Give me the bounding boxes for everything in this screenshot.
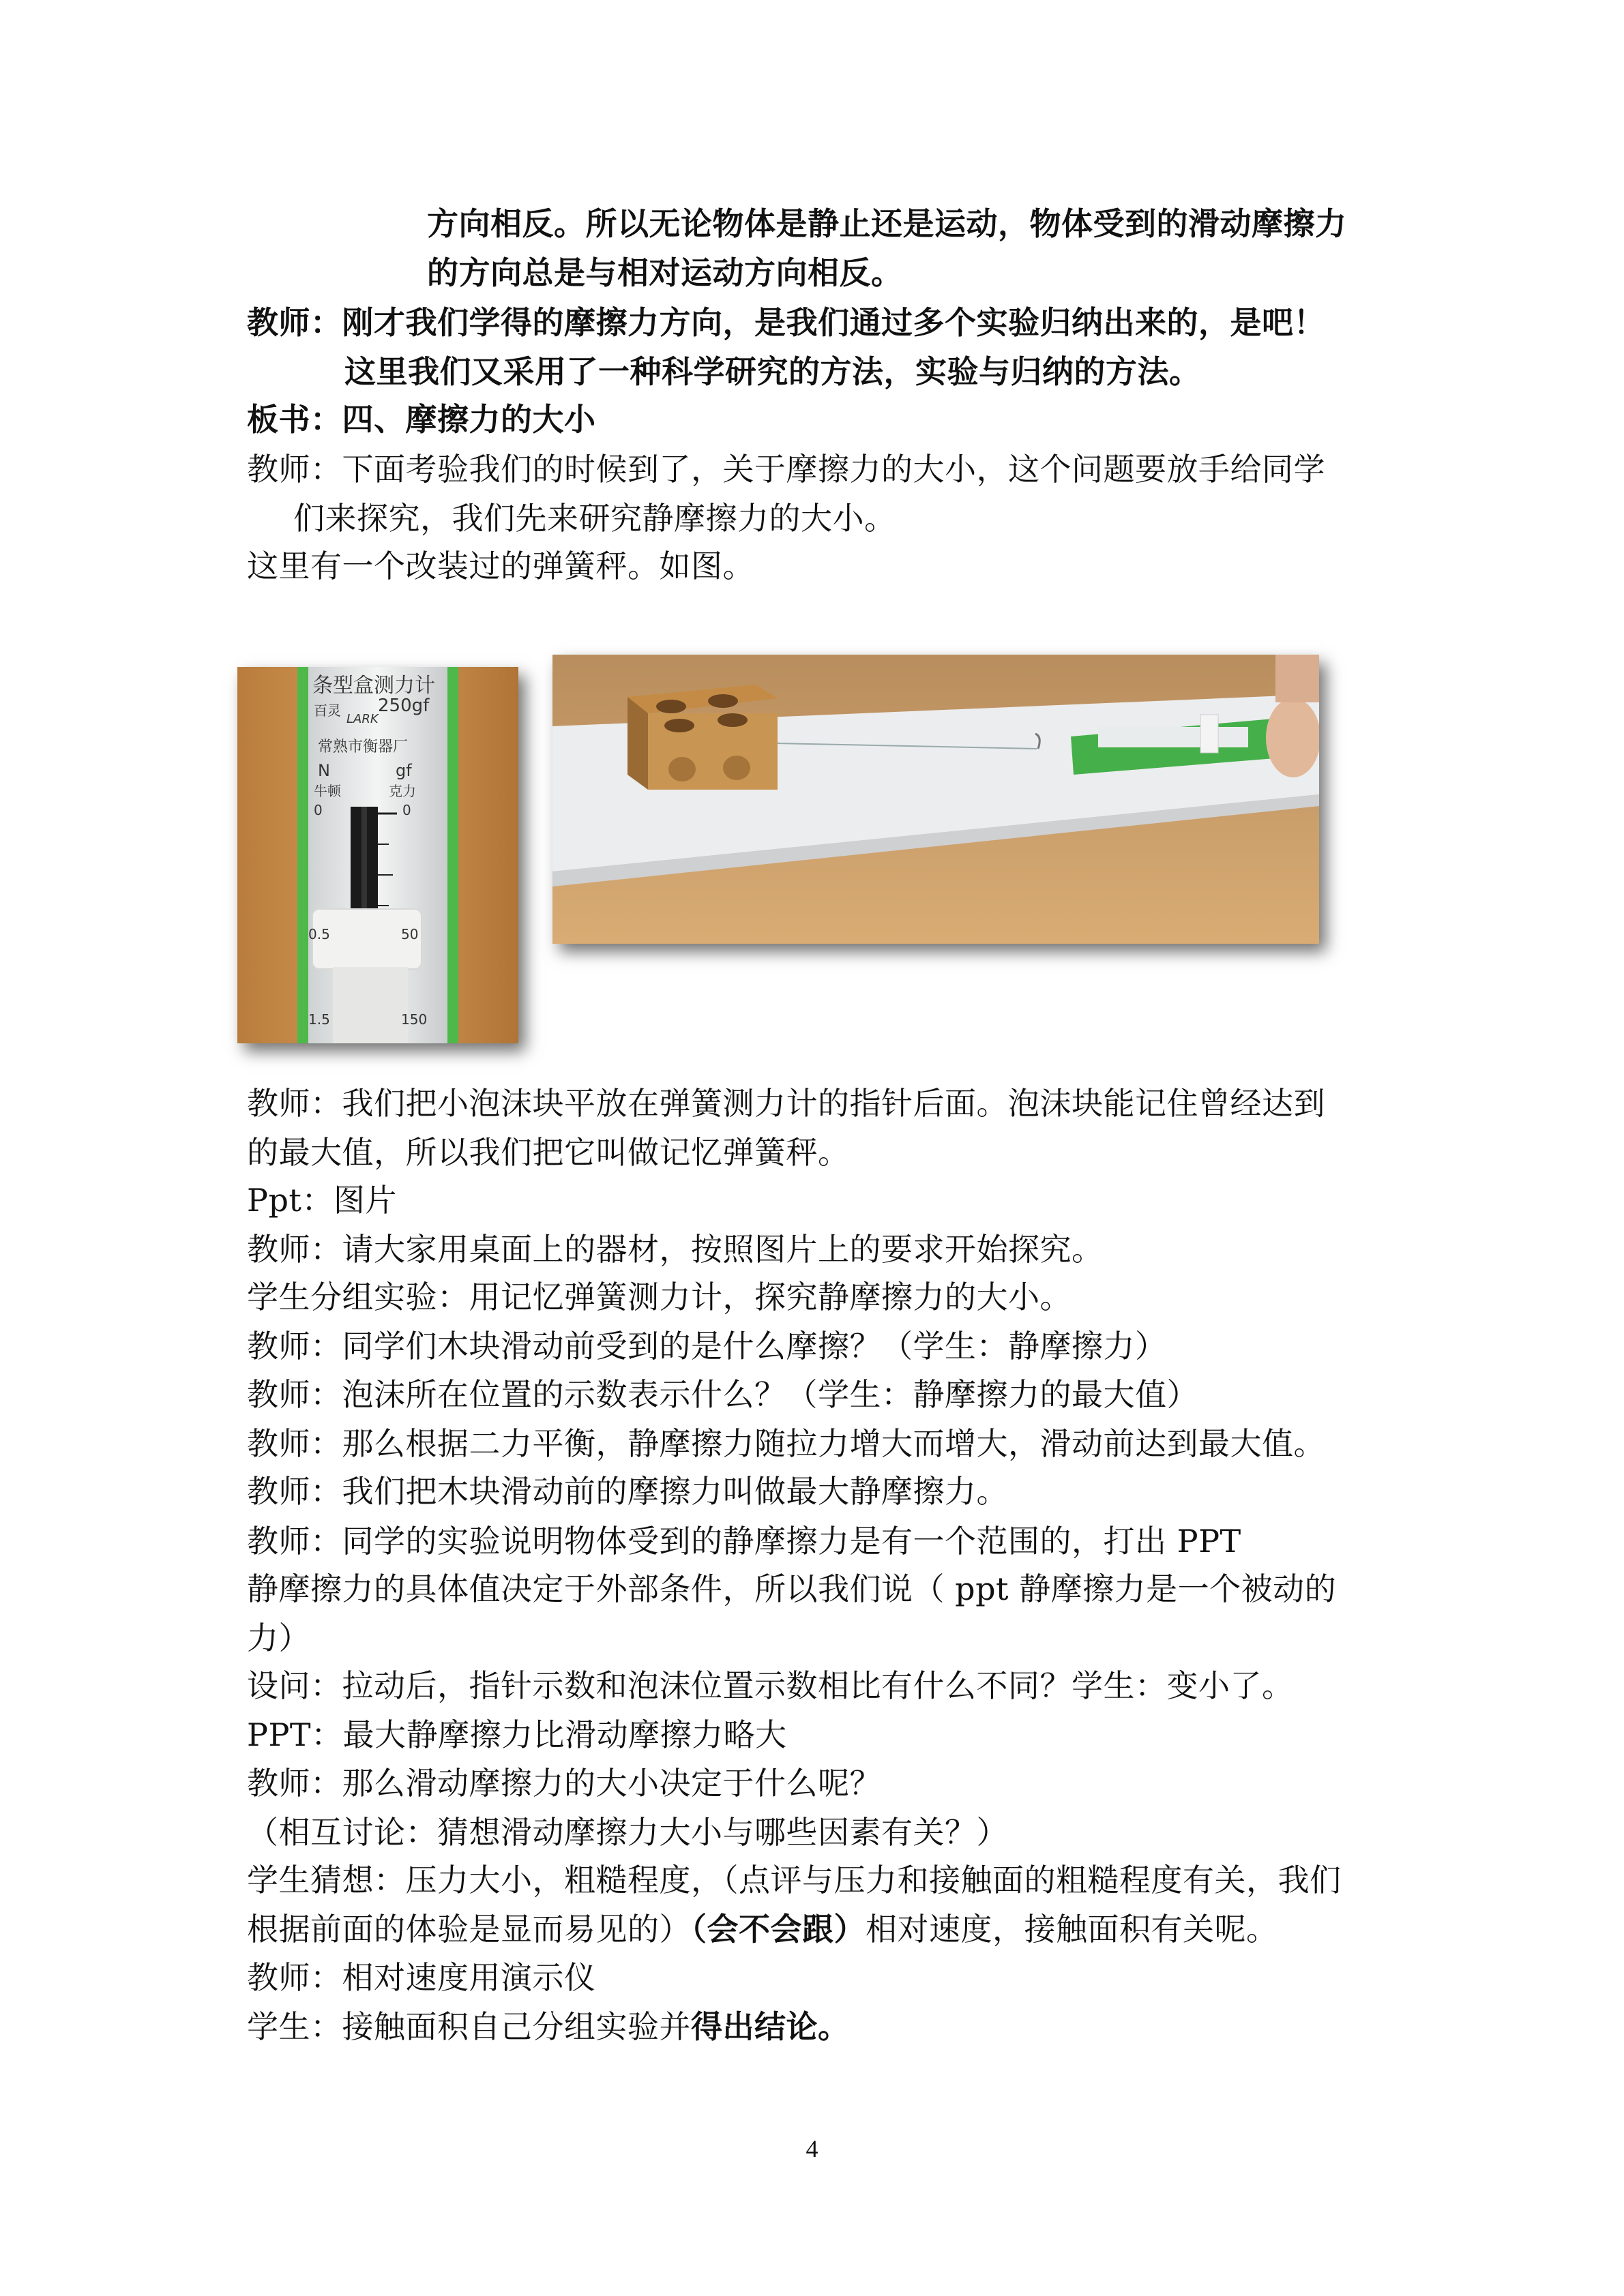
scale-capacity: 250gf: [378, 696, 430, 716]
text-segment: 根据前面的体验是显而易见的）: [247, 1911, 691, 1948]
text-line: 的方向总是与相对运动方向相反。: [427, 254, 903, 291]
text-line: 静摩擦力的具体值决定于外部条件，所以我们说（ ppt 静摩擦力是一个被动的: [247, 1570, 1337, 1607]
text-segment: 学生：接触面积自己分组实验并: [247, 2008, 691, 2045]
text-line: PPT：最大静摩擦力比滑动摩擦力略大: [247, 1716, 787, 1753]
scale-brand-logo: LARK: [346, 712, 379, 726]
scale-maker: 常熟市衡器厂: [318, 739, 409, 756]
text-line: 教师：那么根据二力平衡，静摩擦力随拉力增大而增大，滑动前达到最大值。: [247, 1425, 1325, 1462]
scale-unit-left: N: [318, 761, 330, 780]
text-line: 教师：下面考验我们的时候到了，关于摩擦力的大小，这个问题要放手给同学: [247, 451, 1325, 488]
scale-title: 条型盒测力计: [312, 674, 435, 698]
scale-unit-right: gf: [396, 761, 412, 780]
text-line: 学生分组实验：用记忆弹簧测力计，探究静摩擦力的大小。: [247, 1279, 1072, 1315]
text-line: 们来探究，我们先来研究静摩擦力的大小。: [293, 500, 896, 537]
text-line: 教师：同学的实验说明物体受到的静摩擦力是有一个范围的，打出 PPT: [247, 1523, 1241, 1560]
spring-scale-photo: [237, 667, 518, 1043]
tick-label: 0: [314, 802, 323, 818]
text-line: Ppt：图片: [247, 1182, 397, 1219]
tick-label: 1.5: [308, 1011, 330, 1028]
text-line: 这里有一个改装过的弹簧秤。如图。: [247, 548, 754, 584]
text-line: 教师：相对速度用演示仪: [247, 1959, 596, 1996]
tick-label: 150: [401, 1011, 428, 1028]
tick-label: 50: [401, 926, 419, 942]
text-line: [247, 2006, 850, 2047]
text-line: 学生猜想：压力大小，粗糙程度，（点评与压力和接触面的粗糙程度有关，我们: [247, 1862, 1342, 1898]
text-line: 教师：刚才我们学得的摩擦力方向，是我们通过多个实验归纳出来的，是吧！: [247, 304, 1325, 341]
text-segment-bold: （会不会跟）: [691, 1911, 866, 1948]
text-line: 教师：请大家用桌面上的器材，按照图片上的要求开始探究。: [247, 1231, 1104, 1268]
tick-label: 0.5: [308, 926, 330, 942]
text-line: 教师：同学们木块滑动前受到的是什么摩擦？（学生：静摩擦力）: [247, 1328, 1167, 1365]
scale-brand: 百灵: [314, 702, 341, 719]
text-line: 力）: [247, 1620, 310, 1656]
text-line: 教师：那么滑动摩擦力的大小决定于什么呢？: [247, 1765, 881, 1802]
text-line: 教师：我们把木块滑动前的摩擦力叫做最大静摩擦力。: [247, 1473, 1008, 1510]
text-line: （相互讨论：猜想滑动摩擦力大小与哪些因素有关？）: [247, 1814, 1008, 1851]
text-line: 教师：泡沫所在位置的示数表示什么？（学生：静摩擦力的最大值）: [247, 1376, 1198, 1413]
text-segment-bold: 得出结论。: [691, 2008, 850, 2045]
page-number: 4: [806, 2135, 818, 2162]
scale-unit-left-cn: 牛顿: [314, 783, 341, 799]
text-line: [247, 1909, 1278, 1950]
text-line: 的最大值，所以我们把它叫做记忆弹簧秤。: [247, 1134, 850, 1171]
text-line: 这里我们又采用了一种科学研究的方法，实验与归纳的方法。: [344, 353, 1201, 390]
scale-unit-right-cn: 克力: [389, 783, 416, 799]
text-segment: 相对速度，接触面积有关呢。: [866, 1911, 1278, 1948]
text-line: 设问：拉动后，指针示数和泡沫位置示数相比有什么不同？学生：变小了。: [247, 1667, 1294, 1704]
tick-label: 0: [402, 802, 411, 818]
experiment-photo: [552, 655, 1319, 944]
text-line: 方向相反。所以无论物体是静止还是运动，物体受到的滑动摩擦力: [427, 205, 1347, 242]
text-line: 教师：我们把小泡沫块平放在弹簧测力计的指针后面。泡沫块能记住曾经达到: [247, 1085, 1325, 1122]
section-heading: 板书：四、摩擦力的大小: [247, 401, 596, 438]
